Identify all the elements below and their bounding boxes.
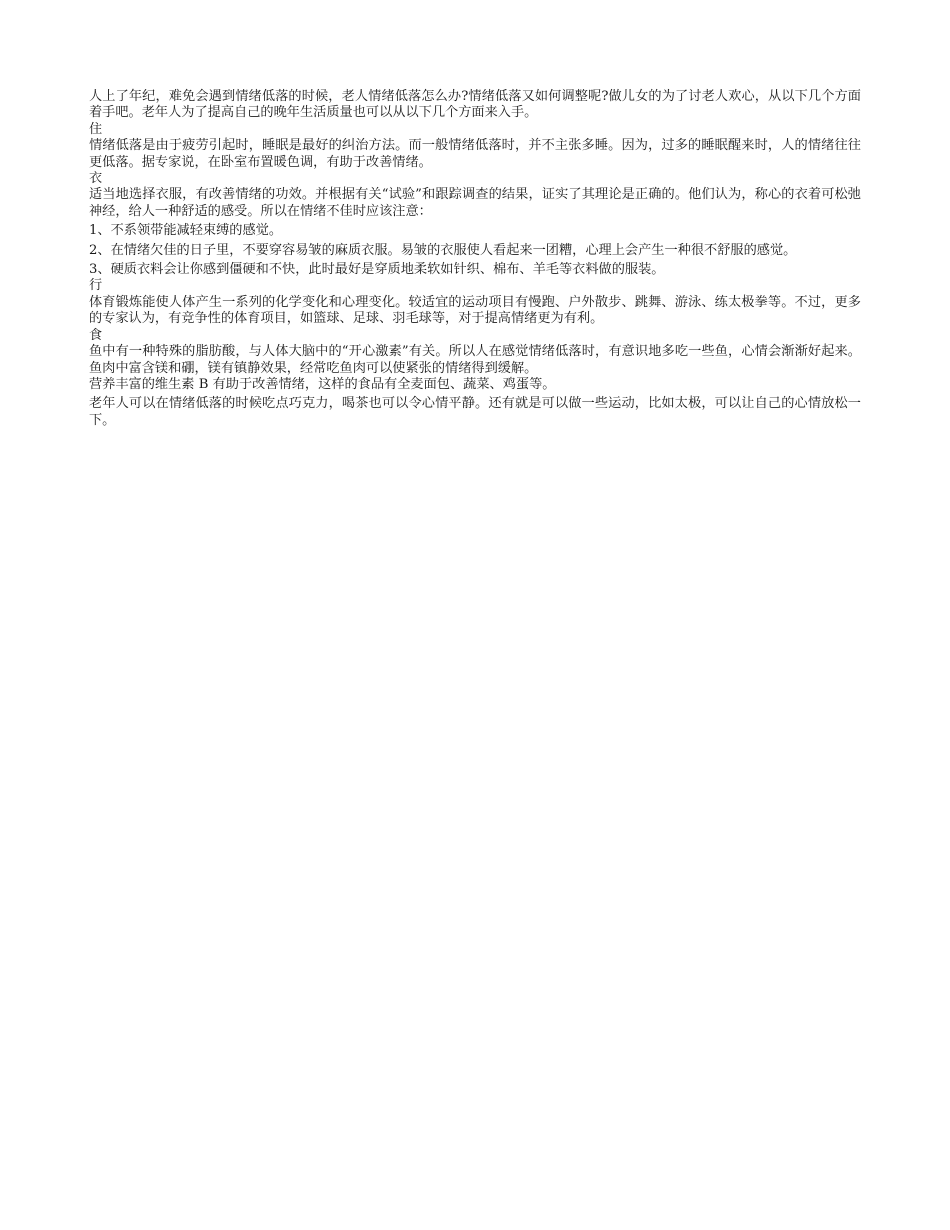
section-heading-xing: 行 <box>89 278 103 294</box>
section-text-yi: 适当地选择衣服，有改善情绪的功效。并根据有关“试验”和跟踪调查的结果，证实了其理论是正确的。他们认为，称心的衣着可松弛神经，给人一种舒适的感受。所以在情绪不佳时应该注意： <box>89 187 861 219</box>
section-text-shi-2: 营养丰富的维生素 B 有助于改善情绪，这样的食品有全麦面包、蔬菜、鸡蛋等。 <box>89 376 556 392</box>
section-heading-shi: 食 <box>89 327 103 343</box>
closing-paragraph: 老年人可以在情绪低落的时候吃点巧克力，喝茶也可以令心情平静。还有就是可以做一些运动，比如太极，可以让自己的心情放松一下。 <box>89 396 861 428</box>
list-item: 2、在情绪欠佳的日子里，不要穿容易皱的麻质衣服。易皱的衣服使人看起来一团糟，心理上会产生一种很不舒服的感觉。 <box>89 242 797 258</box>
section-heading-yi: 衣 <box>89 171 103 187</box>
list-item: 3、硬质衣料会让你感到僵硬和不快，此时最好是穿质地柔软如针织、棉布、羊毛等衣料做的服装。 <box>89 262 665 278</box>
section-text-zhu: 情绪低落是由于疲劳引起时，睡眠是最好的纠治方法。而一般情绪低落时，并不主张多睡。因为，过多的睡眠醒来时，人的情绪往往更低落。据专家说，在卧室布置暖色调，有助于改善情绪。 <box>89 138 861 170</box>
list-item: 1、不系领带能减轻束缚的感觉。 <box>89 223 283 239</box>
intro-paragraph: 人上了年纪，难免会遇到情绪低落的时候，老人情绪低落怎么办?情绪低落又如何调整呢?做儿女的为了讨老人欢心，从以下几个方面着手吧。老年人为了提高自己的晚年生活质量也可以从以下几个方面来入手。 <box>89 89 861 121</box>
document-body <box>89 89 861 429</box>
section-text-shi: 鱼中有一种特殊的脂肪酸，与人体大脑中的“开心激素”有关。所以人在感觉情绪低落时，有意识地多吃一些鱼，心情会渐渐好起来。鱼肉中富含镁和硼，镁有镇静效果，经常吃鱼肉可以使紧张的情绪得到缓解。 <box>89 344 861 376</box>
section-text-xing: 体育锻炼能使人体产生一系列的化学变化和心理变化。较适宜的运动项目有慢跑、户外散步、跳舞、游泳、练太极拳等。不过，更多的专家认为，有竞争性的体育项目，如篮球、足球、羽毛球等，对于提高情绪更为有利。 <box>89 294 861 327</box>
section-heading-zhu: 住 <box>89 121 103 137</box>
